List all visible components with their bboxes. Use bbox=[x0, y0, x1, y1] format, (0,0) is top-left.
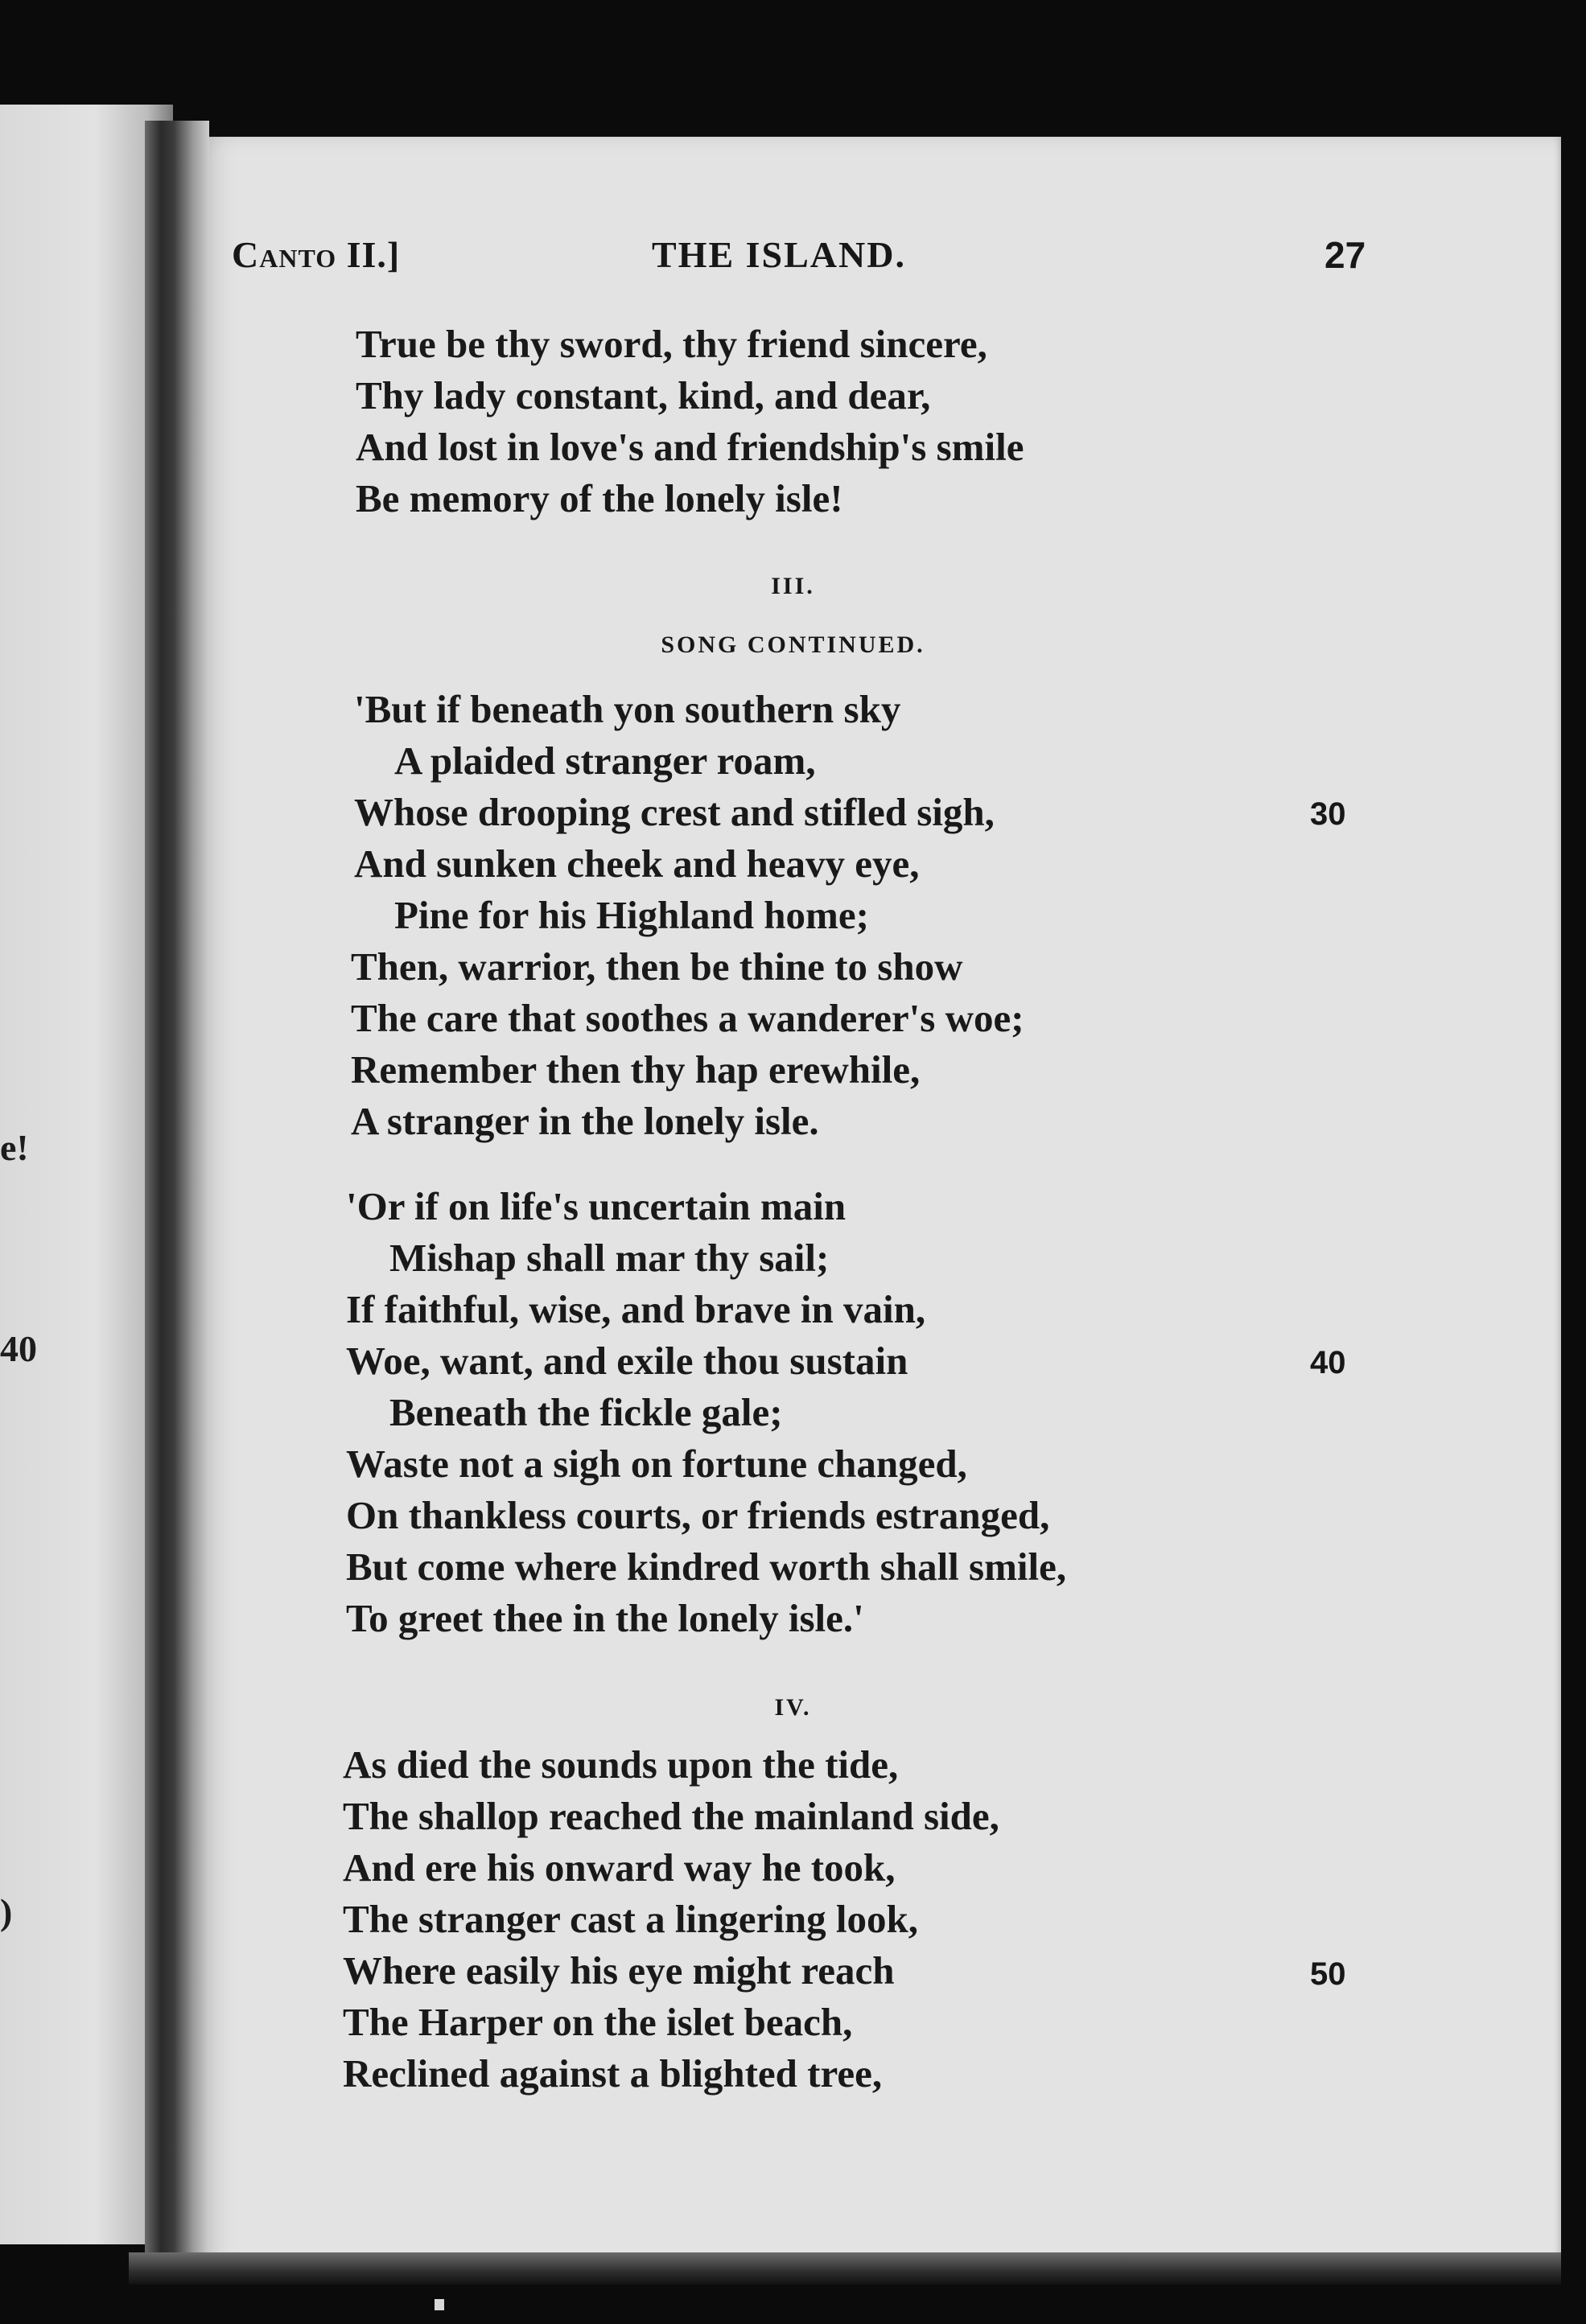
verse-line: A plaided stranger roam, bbox=[394, 738, 816, 783]
section-title: SONG CONTINUED. bbox=[661, 631, 925, 658]
book-gutter bbox=[145, 121, 209, 2277]
verse-line: To greet thee in the lonely isle.' bbox=[346, 1596, 864, 1640]
verse-line: Mishap shall mar thy sail; bbox=[389, 1236, 830, 1280]
verse-line: Whose drooping crest and stifled sigh, bbox=[354, 790, 995, 834]
facing-page-fragment: ) bbox=[0, 1891, 13, 1932]
verse-line: 'But if beneath yon southern sky bbox=[354, 687, 901, 731]
page-bottom-shadow bbox=[129, 2252, 1561, 2285]
verse-line: Reclined against a blighted tree, bbox=[343, 2051, 883, 2096]
verse-line: The stranger cast a lingering look, bbox=[343, 1897, 919, 1941]
line-number: 50 bbox=[1310, 1956, 1346, 1992]
facing-page-fragment: e! bbox=[0, 1127, 29, 1168]
verse-line: A stranger in the lonely isle. bbox=[351, 1099, 819, 1143]
section-number: III. bbox=[771, 573, 815, 599]
verse-line: Where easily his eye might reach bbox=[343, 1948, 895, 1993]
line-number: 30 bbox=[1310, 796, 1346, 832]
section-number: IV. bbox=[774, 1694, 812, 1721]
verse-line: On thankless courts, or friends estranged, bbox=[346, 1493, 1050, 1537]
verse-line: Thy lady constant, kind, and dear, bbox=[356, 373, 931, 417]
verse-line: 'Or if on life's uncertain main bbox=[346, 1184, 847, 1228]
line-number: 40 bbox=[1310, 1345, 1346, 1380]
verse-line: Then, warrior, then be thine to show bbox=[351, 944, 963, 989]
verse-line: The shallop reached the mainland side, bbox=[343, 1794, 999, 1838]
verse-line: Pine for his Highland home; bbox=[394, 893, 869, 937]
verse-line: The Harper on the islet beach, bbox=[343, 2000, 853, 2044]
verse-line: The care that soothes a wanderer's woe; bbox=[351, 996, 1024, 1040]
verse-line: And ere his onward way he took, bbox=[343, 1845, 896, 1890]
verse-line: Waste not a sigh on fortune changed, bbox=[346, 1442, 967, 1486]
verse-line: But come where kindred worth shall smile, bbox=[346, 1545, 1067, 1589]
verse-line: And lost in love's and friendship's smile bbox=[356, 425, 1024, 469]
verse-line: If faithful, wise, and brave in vain, bbox=[346, 1287, 926, 1331]
verse-line: And sunken cheek and heavy eye, bbox=[354, 841, 920, 886]
page-title: THE ISLAND. bbox=[652, 234, 906, 275]
canto-label: Canto II.] bbox=[232, 234, 401, 275]
scan-speck bbox=[435, 2299, 444, 2310]
running-head bbox=[0, 233, 1586, 282]
verse-line: Woe, want, and exile thou sustain bbox=[346, 1339, 908, 1383]
verse-line: Remember then thy hap erewhile, bbox=[351, 1047, 921, 1092]
page-number: 27 bbox=[1324, 234, 1366, 276]
verse-line: Be memory of the lonely isle! bbox=[356, 476, 843, 520]
verse-line: True be thy sword, thy friend sincere, bbox=[356, 322, 987, 366]
verse-line: Beneath the fickle gale; bbox=[389, 1390, 783, 1434]
verse-line: As died the sounds upon the tide, bbox=[343, 1742, 899, 1787]
facing-page-fragment: 40 bbox=[0, 1328, 37, 1369]
